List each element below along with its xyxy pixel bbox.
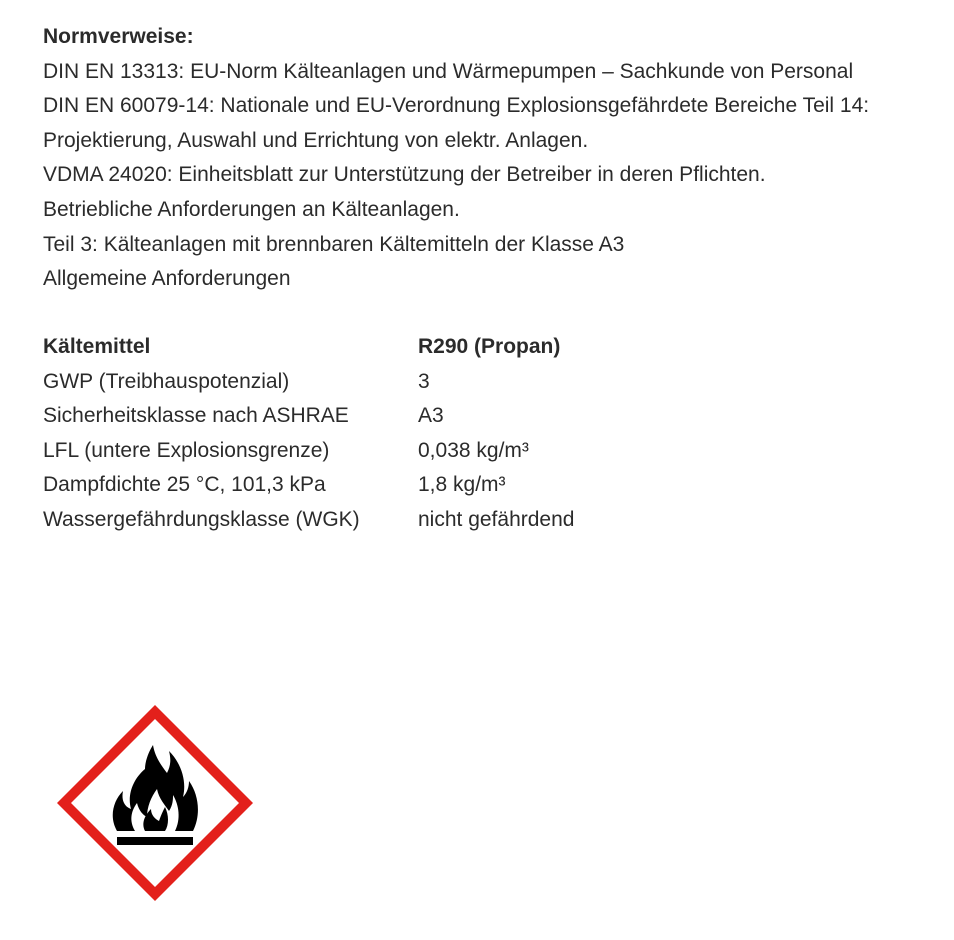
property-label: Sicherheitsklasse nach ASHRAE <box>43 404 349 428</box>
table-header-value: R290 (Propan) <box>418 335 561 358</box>
table-header-label: Kältemittel <box>43 335 151 358</box>
table-row <box>43 399 903 434</box>
property-label: GWP (Treibhauspotenzial) <box>43 369 290 393</box>
table-row <box>43 365 903 400</box>
property-label: Wassergefährdungsklasse (WGK) <box>43 507 360 531</box>
property-value: 1,8 kg/m³ <box>418 473 506 497</box>
norm-references-section <box>43 20 943 297</box>
norm-reference-line: Projektierung, Auswahl und Errichtung von elektr. Anlagen. <box>43 128 589 152</box>
refrigerant-table-header <box>43 330 903 365</box>
property-label: LFL (untere Explosionsgrenze) <box>43 438 330 462</box>
table-row <box>43 468 903 503</box>
property-value: 0,038 kg/m³ <box>418 438 529 462</box>
norm-reference-line: VDMA 24020: Einheitsblatt zur Unterstützung der Betreiber in deren Pflichten. <box>43 163 766 187</box>
norm-reference-line: Teil 3: Kälteanlagen mit brennbaren Kältemitteln der Klasse A3 <box>43 232 625 256</box>
table-row <box>43 503 903 538</box>
norm-reference-line: Allgemeine Anforderungen <box>43 267 291 291</box>
flammable-flame-icon <box>55 703 255 903</box>
norm-reference-line: Betriebliche Anforderungen an Kälteanlagen. <box>43 197 460 221</box>
norm-reference-line: DIN EN 13313: EU-Norm Kälteanlagen und Wärmepumpen – Sachkunde von Personal <box>43 59 854 83</box>
norm-reference-line: DIN EN 60079-14: Nationale und EU-Verordnung Explosionsgefährdete Bereiche Teil 14: <box>43 94 870 118</box>
refrigerant-table <box>43 330 903 538</box>
property-label: Dampfdichte 25 °C, 101,3 kPa <box>43 473 326 497</box>
property-value: A3 <box>418 404 444 428</box>
property-value: nicht gefährdend <box>418 507 575 531</box>
property-value: 3 <box>418 369 430 393</box>
table-row <box>43 434 903 469</box>
ghs-flammable-pictogram <box>55 703 255 903</box>
norm-references-heading: Normverweise: <box>43 25 194 48</box>
